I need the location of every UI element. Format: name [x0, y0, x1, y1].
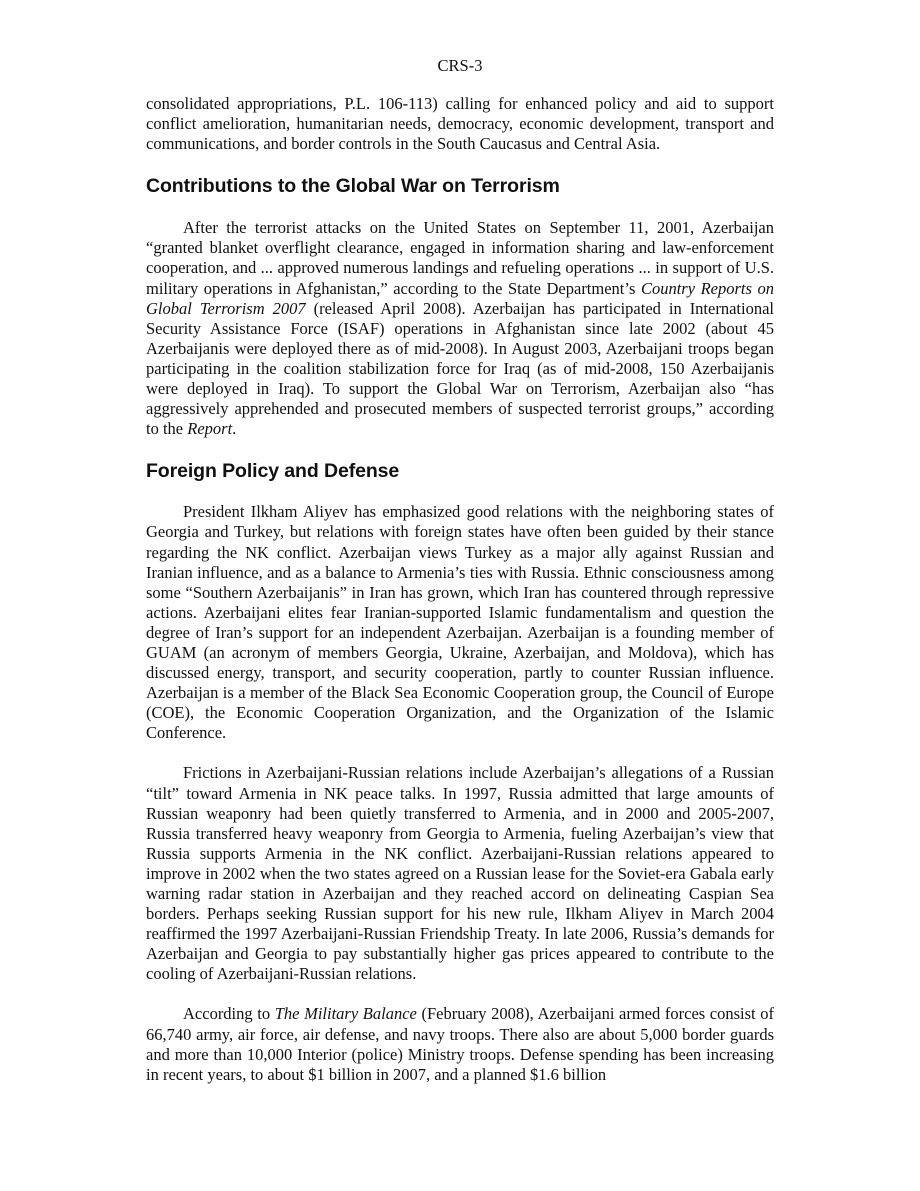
page-body: [146, 94, 774, 1085]
intro-paragraph: consolidated appropriations, P.L. 106-113) calling for enhanced policy and aid to support conflict amelioration, humanitarian needs, democracy, economic development, transport and communications, and border controls in the South Caucasus and Central Asia.: [146, 94, 774, 154]
foreign-policy-paragraph-1: President Ilkham Aliyev has emphasized good relations with the neighboring states of Georgia and Turkey, but relations with foreign states have often been guided by their stance regarding the NK conflict. Azerbaijan views Turkey as a major ally against Russian and Iranian influence, and as a balance to Armenia’s ties with Russia. Ethnic consciousness among some “Southern Azerbaijanis” in Iran has grown, which Iran has countered through repressive actions. Azerbaijani elites fear Iranian-supported Islamic fundamentalism and question the degree of Iran’s support for an independent Azerbaijan. Azerbaijan is a founding member of GUAM (an acronym of members Georgia, Ukraine, Azerbaijan, and Moldova), which has discussed energy, transport, and security cooperation, partly to counter Russian influence. Azerbaijan is a member of the Black Sea Economic Cooperation group, the Council of Europe (COE), the Economic Cooperation Organization, and the Organization of the Islamic Conference.: [146, 502, 774, 743]
report-title-italic: Country Reports on Global Terrorism 2007: [146, 278, 774, 318]
text-run: According to: [183, 1004, 275, 1024]
text-run: (released April 2008). Azerbaijan has participated in International Security Assistance Force (ISAF) operations in Afghanistan since late 2002 (about 45 Azerbaijanis were deployed there as of mid-2008). In August 2003, Azerbaijani troops began participating in the coalition stabilization force for Iraq (as of mid-2008, 150 Azerbaijanis were deployed in Iraq). To support the Global War on Terrorism, Azerbaijan also “has aggressively apprehended and prosecuted members of suspected terrorist groups,” according to the: [146, 298, 774, 439]
section-heading-foreign-policy: Foreign Policy and Defense: [146, 460, 400, 483]
text-run: .: [232, 419, 237, 439]
terrorism-paragraph: [146, 218, 774, 439]
report-italic: Report: [187, 419, 233, 439]
page-number: CRS-3: [437, 56, 483, 75]
section-heading-global-war-on-terrorism: Contributions to the Global War on Terrorism: [146, 175, 560, 198]
text-run: After the terrorist attacks on the United States on September 11, 2001, Azerbaijan “granted blanket overflight clearance, engaged in information sharing and law-enforcement cooperation, and ... approved numerous landings and refueling operations ... in support of U.S. military operations in Afghanistan,” according to the State Department’s: [146, 218, 774, 298]
military-balance-italic: The Military Balance: [274, 1004, 417, 1024]
foreign-policy-paragraph-2: Frictions in Azerbaijani-Russian relations include Azerbaijan’s allegations of a Russian “tilt” toward Armenia in NK peace talks. In 1997, Russia admitted that large amounts of Russian weaponry had been quietly transferred to Armenia, and in 2000 and 2005-2007, Russia transferred heavy weaponry from Georgia to Armenia, fueling Azerbaijan’s view that Russia supports Armenia in the NK conflict. Azerbaijani-Russian relations appeared to improve in 2002 when the two states agreed on a Russian lease for the Soviet-era Gabala early warning radar station in Azerbaijan and they reached accord on delineating Caspian Sea borders. Perhaps seeking Russian support for his new rule, Ilkham Aliyev in March 2004 reaffirmed the 1997 Azerbaijani-Russian Friendship Treaty. In late 2006, Russia’s demands for Azerbaijan and Georgia to pay substantially higher gas prices appeared to contribute to the cooling of Azerbaijani-Russian relations.: [146, 763, 774, 984]
text-run: (February 2008), Azerbaijani armed forces consist of 66,740 army, air force, air defense, and navy troops. There also are about 5,000 border guards and more than 10,000 Interior (police) Ministry troops. Defense spending has been increasing in recent years, to about $1 billion in 2007, and a planned $1.6 billion: [146, 1004, 774, 1084]
foreign-policy-paragraph-3: [146, 1004, 774, 1084]
